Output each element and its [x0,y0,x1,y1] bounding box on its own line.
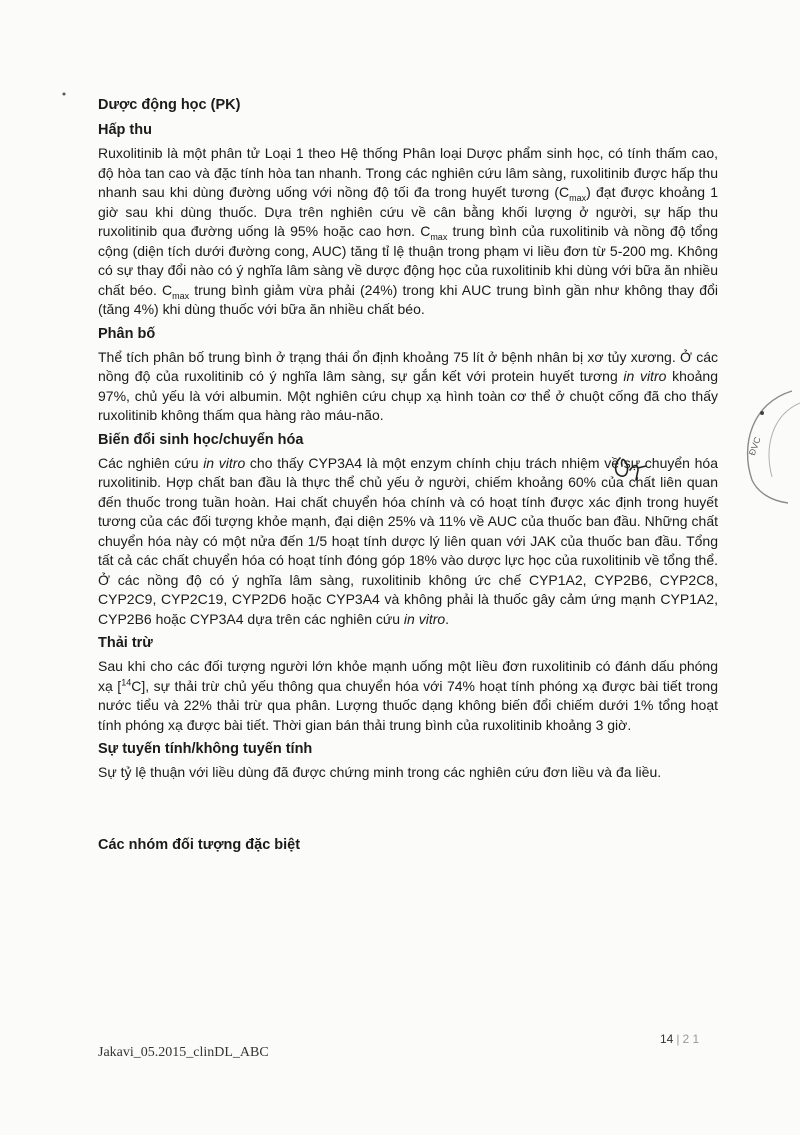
italic-text: in vitro [403,610,446,627]
text: Ruxolitinib là một phân tử Loại 1 theo Hệ thống Phân loại Dược phẩm sinh học, có tính thấm cao, độ hòa tan cao và đặc tính hòa tan nhanh. Trong các nghiên cứu lâm sàng, ruxolitinib được hấp thu nhanh sau khi dùng đường uống với nồng độ tối đa trong huyết tương (C [98,145,718,200]
paragraph-linearity [98,763,718,783]
text: khoảng 97%, chủ yếu là với albumin. Một nghiên cứu chụp xạ hình toàn cơ thể ở chuột cống đã cho thấy ruxolitinib không thấm qua hàng rào máu-não. [98,368,718,423]
italic-text: in vitro [623,368,667,384]
heading-special-populations: Các nhóm đối tượng đặc biệt [98,836,301,853]
superscript: 14 [121,676,132,687]
page-separator: | [676,1032,680,1046]
text: Các nghiên cứu [98,454,204,471]
subscript: max [569,192,587,203]
subscript: max [172,290,190,301]
heading-distribution: Phân bố [98,325,156,342]
text: C], sự thải trừ chủ yếu thông qua chuyển hóa với 74% hoạt tính phóng xạ được bài tiết trong nước tiểu và 22% thải trừ qua phân. Lượng thuốc dạng không biến đổi chiếm dưới 1% tổng hoạt tính phóng xạ được bài tiết. Thời gian bán thải trung bình của ruxolitinib khoảng 3 giờ. [98,677,719,733]
text: cho thấy CYP3A4 là một enzym chính chịu trách nhiệm về sự chuyển hóa ruxolitinib. Hợp chất ban đầu là thực thể chủ yếu ở người, chiếm khoảng 60% của chất liên quan đến thuốc trong tuần hoàn. Hai chất chuyển hóa chính và có hoạt tính được xác định trong huyết tương của các đối tượng khỏe mạnh, đại diện 25% và 11% về AUC của thuốc ban đầu. Những chất chuyển hóa này có một nửa đến 1/5 hoạt tính dược lý liên quan với JAK của thuốc ban đầu. Tổng tất cả các chất chuyển hóa có hoạt tính đóng góp 18% vào dược lực học của ruxolitinib về tổng thể. Ở các nồng độ có ý nghĩa lâm sàng, ruxolitinib không ức chế CYP1A2, CYP2B6, CYP2C8, CYP2C9, CYP2C19, CYP2D6 hoặc CYP3A4 và không phải là thuốc gây cảm ứng mạnh CYP1A2, CYP2B6 hoặc CYP3A4 dựa trên các nghiên cứu [98,454,719,627]
text: Sau khi cho các đối tượng người lớn khỏe mạnh uống một liều đơn ruxolitinib có đánh dấu phóng xạ [ [98,658,718,694]
handwritten-initial-mark [612,454,654,484]
page-title: Dược động học (PK) [98,97,241,113]
paragraph-distribution [98,348,718,426]
stamp-edge-mark [722,385,800,505]
svg-text:ĐVC: ĐVC [746,435,763,457]
text: trung bình của ruxolitinib và nồng độ tổng cộng (diện tích dưới đường cong, AUC) tăng tỉ lệ thuận trong phạm vi liều đơn từ 5-200 mg. Không có sự thay đổi nào có ý nghĩa lâm sàng về dược động học của ruxolitinib khi dùng với bữa ăn nhiều chất béo. C [98,223,718,298]
text: Thể tích phân bố trung bình ở trạng thái ổn định khoảng 75 lít ở bệnh nhân bị xơ tủy xương. Ở các nồng độ của ruxolitinib có ý nghĩa lâm sàng, sự gắn kết với protein huyết tương [98,348,718,384]
text: ) đạt được khoảng 1 giờ sau khi dùng thuốc. Dựa trên nghiên cứu về cân bằng khối lượng ở người, sự hấp thu ruxolitinib qua đường uống là 95% hoặc cao hơn. C [98,184,718,239]
text: Sự tỷ lệ thuận với liều dùng đã được chứng minh trong các nghiên cứu đơn liều và đa liều. [98,764,662,780]
footer-document-id: Jakavi_05.2015_clinDL_ABC [98,1045,269,1060]
page-current: 14 [660,1032,674,1046]
page-total: 2 1 [682,1032,700,1046]
footer-page-number [660,1032,699,1046]
italic-text: in vitro [203,454,246,471]
text: trung bình giảm vừa phải (24%) trong khi AUC trung bình gần như không thay đổi (tăng 4%) khi dùng thuốc với bữa ăn nhiều chất béo. [98,281,718,317]
text: . [445,610,450,627]
heading-elimination: Thải trừ [98,635,153,651]
paragraph-absorption [98,144,718,320]
speck-mark [60,90,68,98]
heading-metabolism: Biến đổi sinh học/chuyển hóa [98,431,304,448]
subscript: max [430,231,448,242]
heading-linearity: Sự tuyến tính/không tuyến tính [98,741,313,757]
heading-absorption: Hấp thu [98,122,152,138]
paragraph-elimination [98,657,718,735]
